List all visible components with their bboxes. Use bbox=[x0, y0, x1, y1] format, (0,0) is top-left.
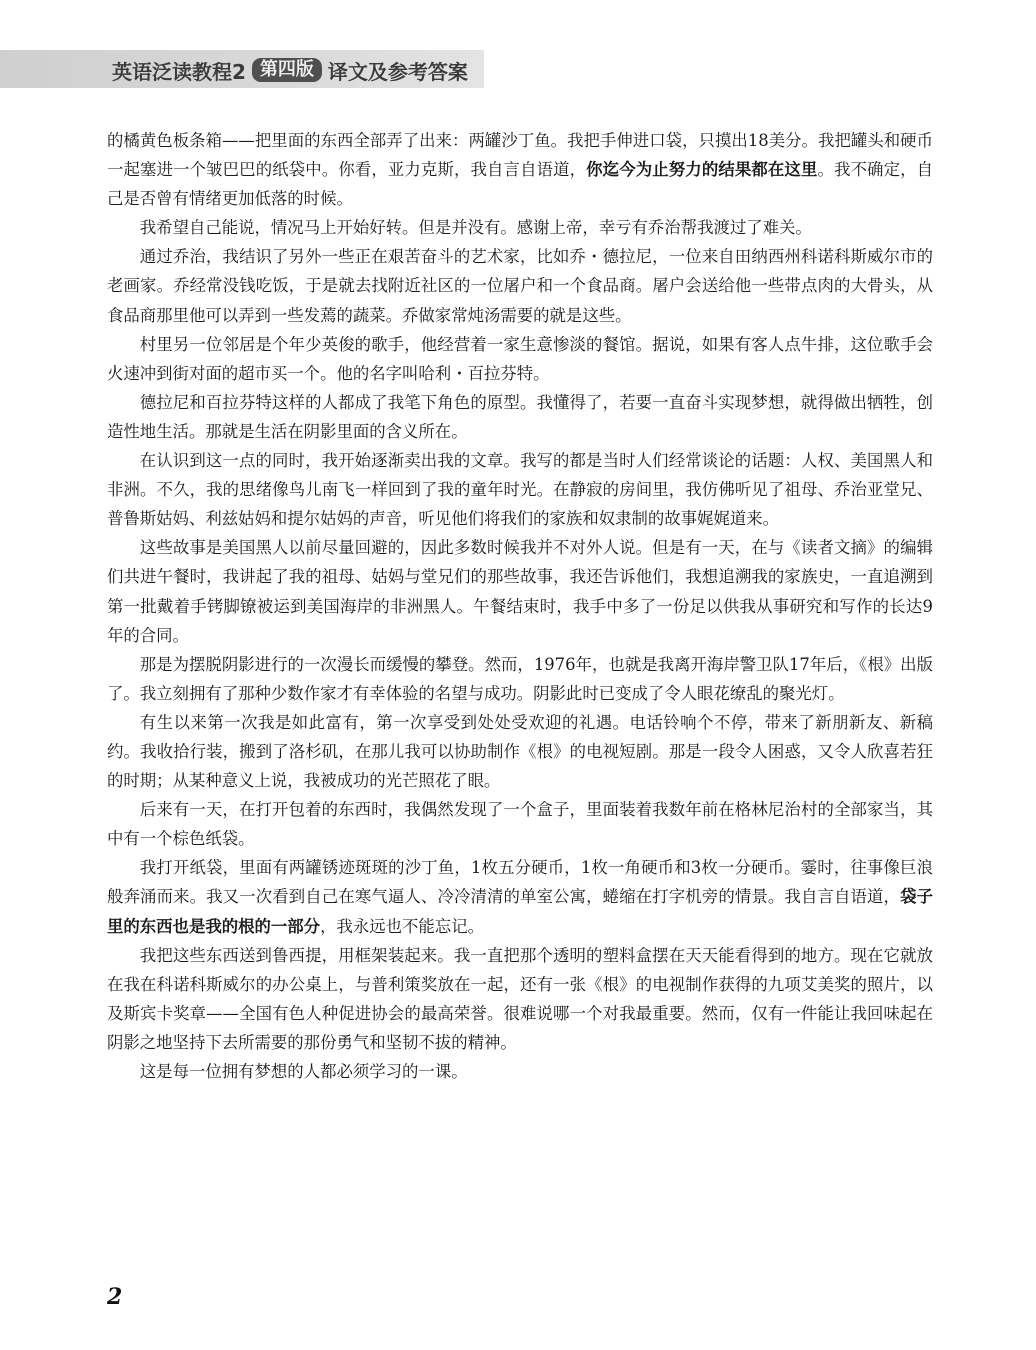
paragraph-text: 那是为摆脱阴影进行的一次漫长而缓慢的攀登。然而，1976年，也就是我离开海岸警卫队17年后，《根》出版了。我立刻拥有了那种少数作家才有幸体验的名望与成功。阴影此时已变成了令人眼花缭乱的聚光灯。 bbox=[107, 654, 933, 703]
page-number: 2 bbox=[107, 1284, 123, 1310]
paragraph bbox=[107, 941, 933, 1057]
paragraph bbox=[107, 1057, 933, 1086]
paragraph-text: 德拉尼和百拉芬特这样的人都成了我笔下角色的原型。我懂得了，若要一直奋斗实现梦想，就得做出牺牲，创造性地生活。那就是生活在阴影里面的含义所在。 bbox=[107, 392, 933, 441]
paragraph bbox=[107, 708, 933, 795]
paragraph-text: 通过乔治，我结识了另外一些正在艰苦奋斗的艺术家，比如乔・德拉尼，一位来自田纳西州科诺科斯威尔市的老画家。乔经常没钱吃饭，于是就去找附近社区的一位屠户和一个食品商。屠户会送给他一些带点肉的大骨头，从食品商那里他可以弄到一些发蔫的蔬菜。乔做家常炖汤需要的就是这些。 bbox=[107, 247, 933, 325]
paragraph-text: 我把这些东西送到鲁西提，用框架装起来。我一直把那个透明的塑料盒摆在天天能看得到的地方。现在它就放在我在科诺科斯威尔的办公桌上，与普利策奖放在一起，还有一张《根》的电视制作获得的九项艾美奖的照片，以及斯宾卡奖章——全国有色人种促进协会的最高荣誉。很难说哪一个对我最重要。然而，仅有一件能让我回味起在阴影之地坚持下去所需要的那份勇气和坚韧不拔的精神。 bbox=[107, 945, 933, 1052]
book-subtitle: 译文及参考答案 bbox=[327, 59, 468, 84]
paragraph-text: 村里另一位邻居是个年少英俊的歌手，他经营着一家生意惨淡的餐馆。据说，如果有客人点牛排，这位歌手会火速冲到街对面的超市买一个。他的名字叫哈利・百拉芬特。 bbox=[107, 334, 933, 383]
paragraph bbox=[107, 446, 933, 533]
paragraph bbox=[107, 795, 933, 853]
paragraph-text: 后来有一天，在打开包着的东西时，我偶然发现了一个盒子，里面装着我数年前在格林尼治村的全部家当，其中有一个棕色纸袋。 bbox=[107, 800, 933, 849]
paragraph bbox=[107, 126, 933, 213]
bold-text: 袋子里的东西也是我的根的一部分 bbox=[107, 887, 934, 936]
paragraph-text: 这些故事是美国黑人以前尽量回避的，因此多数时候我并不对外人说。但是有一天，在与《读者文摘》的编辑们共进午餐时，我讲起了我的祖母、姑妈与堂兄们的那些故事，我还告诉他们，我想追溯我的家族史，一直追溯到第一批戴着手铐脚镣被运到美国海岸的非洲黑人。午餐结束时，我手中多了一份足以供我从事研究和写作的长达9年的合同。 bbox=[107, 538, 933, 645]
paragraph-text: 我打开纸袋，里面有两罐锈迹斑斑的沙丁鱼，1枚五分硬币，1枚一角硬币和3枚一分硬币。霎时，往事像巨浪般奔涌而来。我又一次看到自己在寒气逼人、冷冷清清的单室公寓，蜷缩在打字机旁的情景。我自言自语道， bbox=[107, 858, 933, 907]
paragraph bbox=[107, 213, 933, 242]
paragraph bbox=[107, 330, 933, 388]
paragraph-text: 。我不确定，自己是否曾有情绪更加低落的时候。 bbox=[107, 160, 934, 209]
page-body bbox=[107, 126, 933, 1086]
bold-text: 你迄今为止努力的结果都在这里 bbox=[586, 160, 818, 180]
book-title: 英语泛读教程2 bbox=[112, 59, 246, 84]
paragraph bbox=[107, 853, 933, 940]
paragraph-text: 有生以来第一次我是如此富有，第一次享受到处处受欢迎的礼遇。电话铃响个不停，带来了新朋新友、新稿约。我收拾行装，搬到了洛杉矶，在那儿我可以协助制作《根》的电视短剧。那是一段令人困惑，又令人欣喜若狂的时期；从某种意义上说，我被成功的光芒照花了眼。 bbox=[107, 712, 933, 791]
paragraph-text: 的橘黄色板条箱——把里面的东西全部弄了出来：两罐沙丁鱼。我把手伸进口袋，只摸出18美分。我把罐头和硬币一起塞进一个皱巴巴的纸袋中。你看，亚力克斯，我自言自语道， bbox=[107, 131, 933, 180]
book-title-header bbox=[112, 56, 468, 84]
paragraph-text: 我希望自己能说，情况马上开始好转。但是并没有。感谢上帝，幸亏有乔治帮我渡过了难关。 bbox=[139, 218, 812, 238]
paragraph-text: 在认识到这一点的同时，我开始逐渐卖出我的文章。我写的都是当时人们经常谈论的话题：人权、美国黑人和非洲。不久，我的思绪像鸟儿南飞一样回到了我的童年时光。在静寂的房间里，我仿佛听见了祖母、乔治亚堂兄、普鲁斯姑妈、利兹姑妈和提尔姑妈的声音，听见他们将我们的家族和奴隶制的故事娓娓道来。 bbox=[107, 451, 933, 529]
paragraph bbox=[107, 533, 933, 649]
paragraph-text: 这是每一位拥有梦想的人都必须学习的一课。 bbox=[139, 1062, 468, 1081]
paragraph-text: ，我永远也不能忘记。 bbox=[320, 916, 484, 936]
paragraph bbox=[107, 650, 933, 708]
paragraph bbox=[107, 388, 933, 446]
edition-badge: 第四版 bbox=[252, 58, 322, 82]
paragraph bbox=[107, 242, 933, 329]
